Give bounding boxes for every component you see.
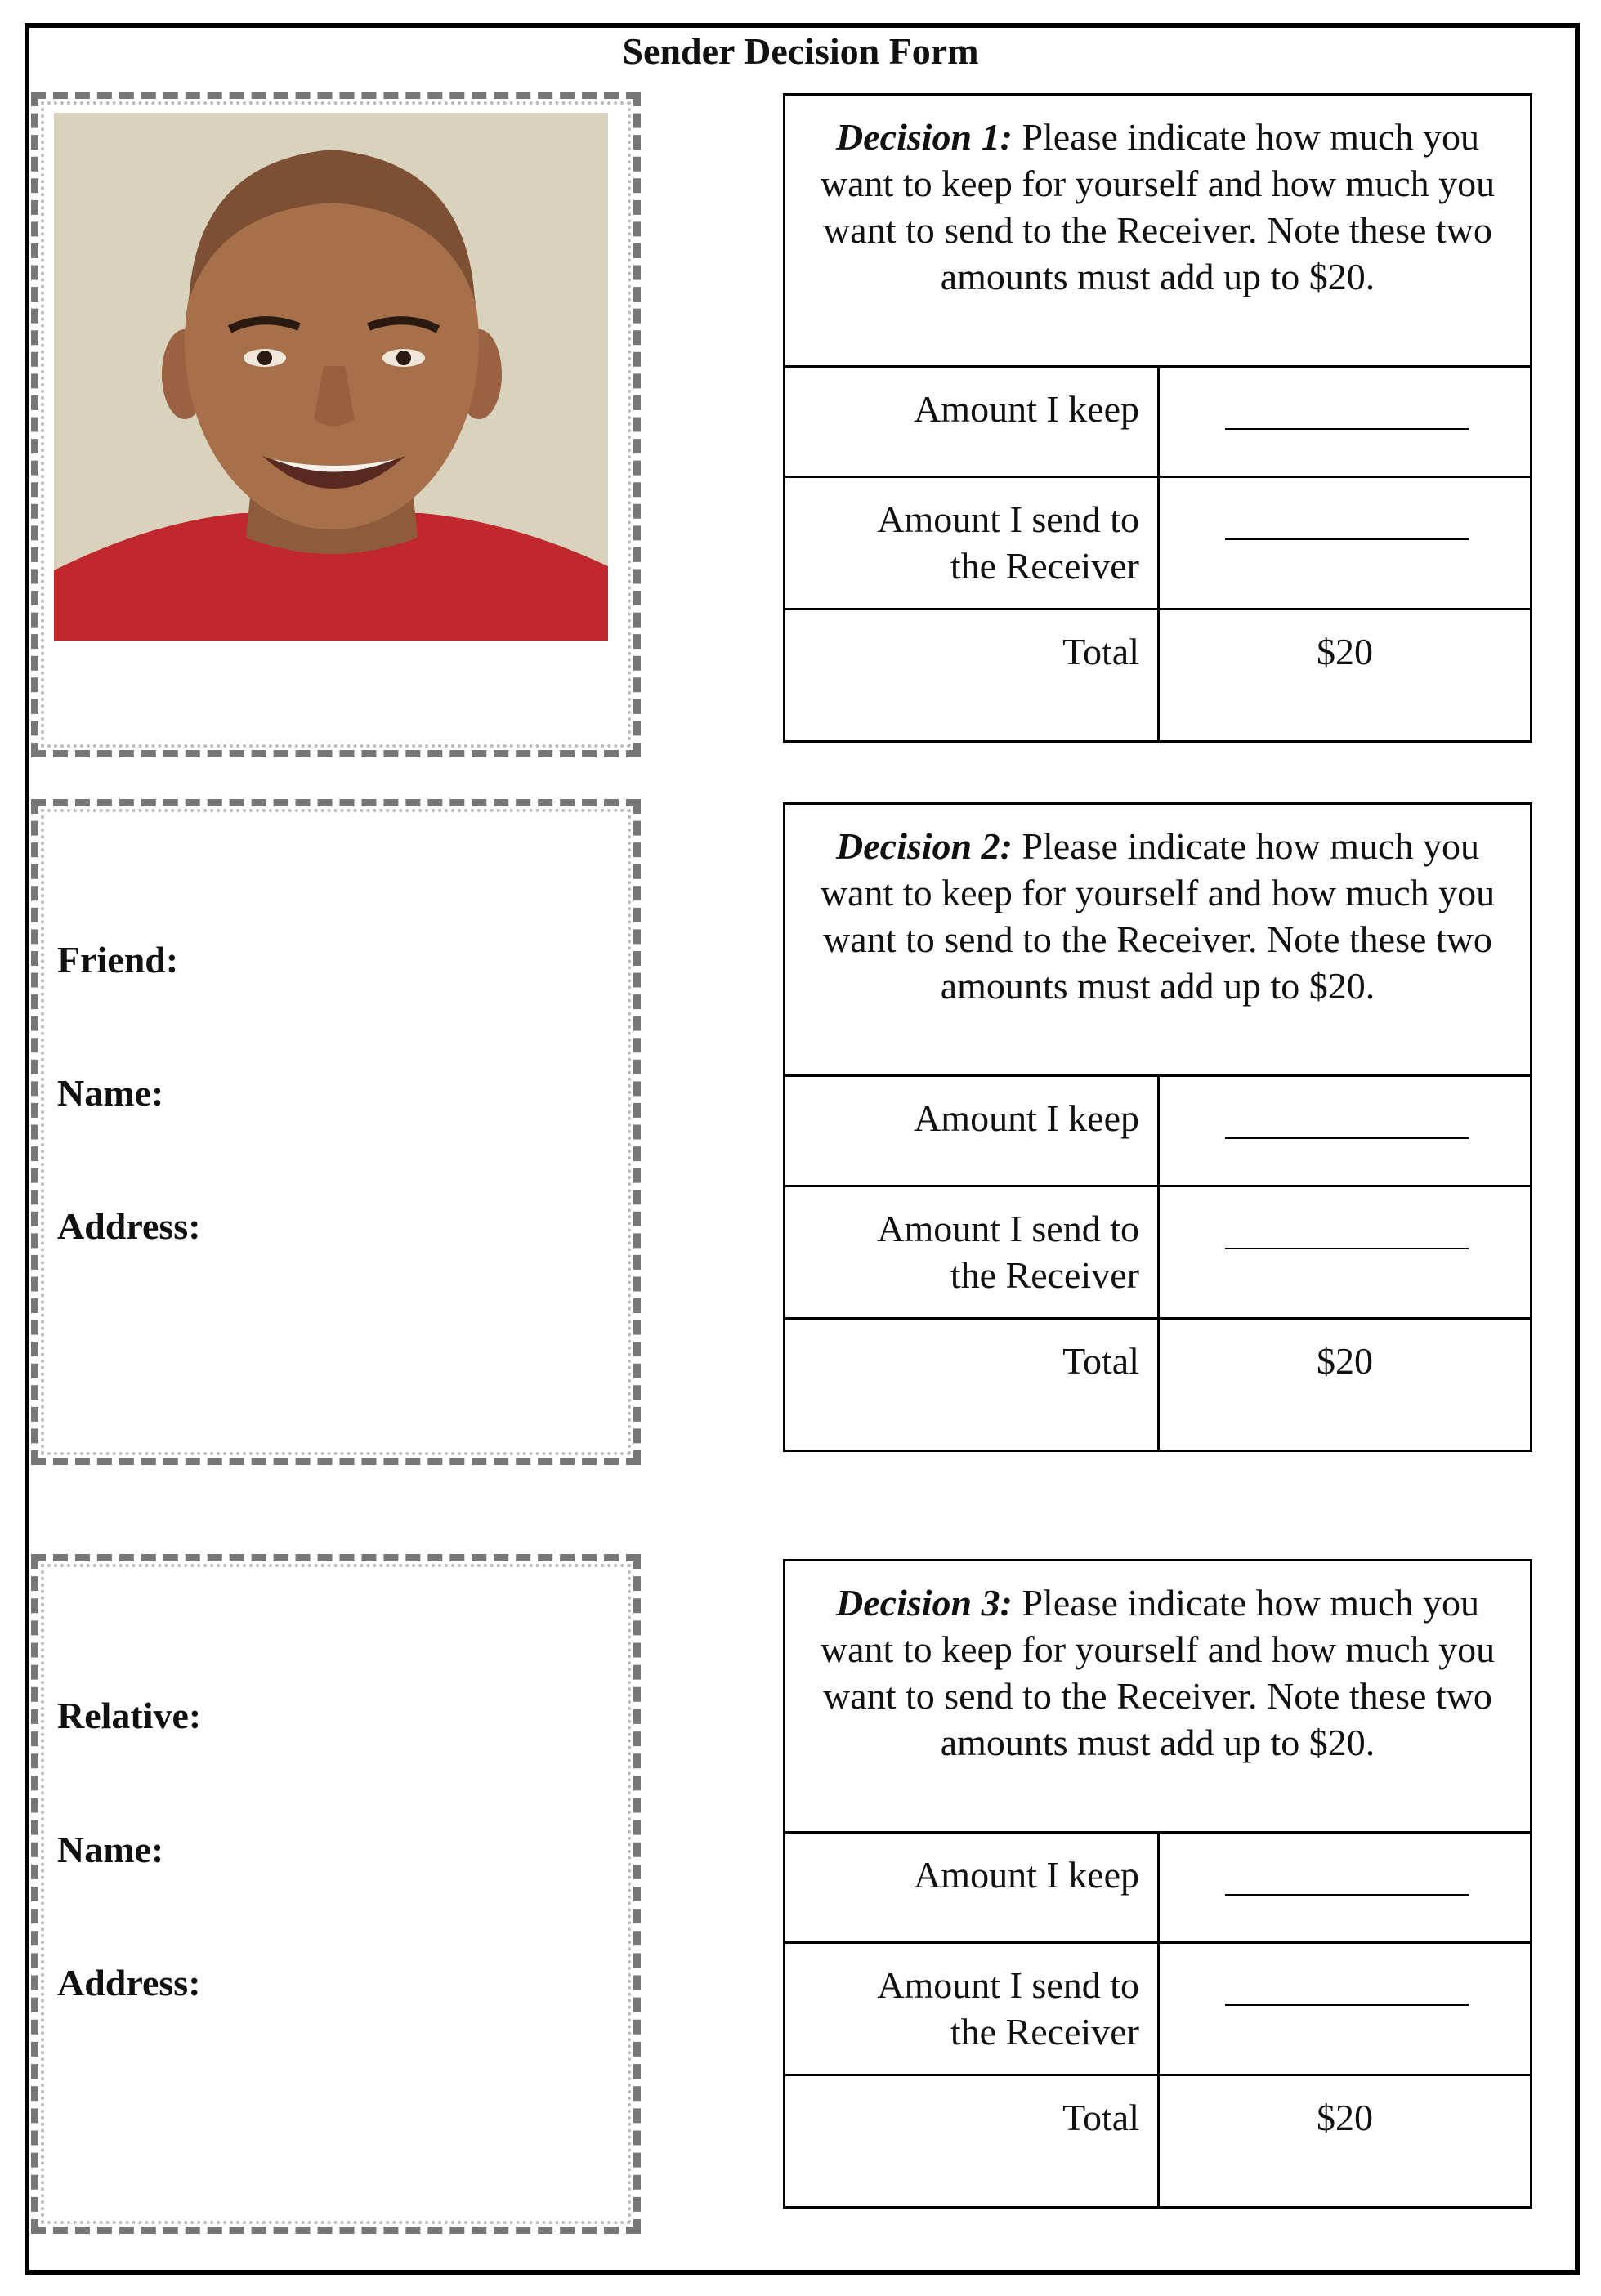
friend-name-label: Name:: [57, 1072, 164, 1114]
keep-label: Amount I keep: [785, 368, 1160, 476]
send-blank-line: [1225, 538, 1469, 540]
sender-photo: [54, 113, 608, 641]
send-row: [785, 1187, 1530, 1320]
keep-label: Amount I keep: [785, 1834, 1160, 1941]
send-row: [785, 1944, 1530, 2076]
keep-blank-line: [1225, 428, 1469, 430]
decision-heading: Decision 3:: [836, 1582, 1013, 1624]
decision-text: Please indicate how much you want to keep for yourself and how much you want to send to the Receiver. Note these two amounts must add up to $20.: [820, 116, 1496, 297]
decision-heading: Decision 2:: [836, 825, 1013, 867]
decision-instructions: [785, 1561, 1530, 1834]
decision-heading: Decision 1:: [836, 116, 1013, 158]
relative-address-label: Address:: [57, 1962, 201, 2003]
send-blank-line: [1225, 1248, 1469, 1249]
send-label-line-1: Amount I send to: [877, 1208, 1139, 1249]
keep-blank-line: [1225, 1894, 1469, 1896]
total-value: $20: [1317, 631, 1373, 672]
keep-blank-line: [1225, 1137, 1469, 1139]
total-label: Total: [785, 610, 1160, 743]
total-value: $20: [1317, 2097, 1373, 2138]
decision-instructions: [785, 805, 1530, 1077]
keep-amount-field[interactable]: [1160, 368, 1530, 476]
keep-amount-field[interactable]: [1160, 1834, 1530, 1941]
decision-box-2: [783, 802, 1532, 1452]
send-amount-field[interactable]: [1160, 1944, 1530, 2074]
send-label: [785, 1944, 1160, 2074]
total-value: $20: [1317, 1340, 1373, 1382]
send-label-line-1: Amount I send to: [877, 498, 1139, 540]
total-row: [785, 610, 1530, 743]
friend-label: Friend:: [57, 939, 179, 980]
relative-name-label: Name:: [57, 1829, 164, 1870]
total-row: [785, 1320, 1530, 1452]
friend-card: [31, 799, 641, 1465]
keep-row: [785, 368, 1530, 478]
keep-amount-field[interactable]: [1160, 1077, 1530, 1185]
decision-text: Please indicate how much you want to keep for yourself and how much you want to send to the Receiver. Note these two amounts must add up to $20.: [820, 825, 1496, 1007]
send-label: [785, 478, 1160, 608]
send-label-line-2: the Receiver: [950, 2011, 1139, 2053]
send-blank-line: [1225, 2004, 1469, 2006]
portrait-image: [54, 113, 608, 641]
form-title: Sender Decision Form: [622, 30, 979, 72]
keep-label: Amount I keep: [785, 1077, 1160, 1185]
total-label: Total: [785, 2076, 1160, 2209]
decision-instructions: [785, 96, 1530, 368]
decision-box-3: [783, 1559, 1532, 2209]
keep-row: [785, 1834, 1530, 1944]
total-row: [785, 2076, 1530, 2209]
decision-box-1: [783, 93, 1532, 743]
relative-card: [31, 1554, 641, 2234]
total-label: Total: [785, 1320, 1160, 1452]
keep-row: [785, 1077, 1530, 1187]
send-label: [785, 1187, 1160, 1317]
relative-label: Relative:: [57, 1695, 202, 1736]
send-label-line-2: the Receiver: [950, 1254, 1139, 1296]
send-label-line-1: Amount I send to: [877, 1964, 1139, 2006]
send-label-line-2: the Receiver: [950, 545, 1139, 587]
send-amount-field[interactable]: [1160, 1187, 1530, 1317]
send-row: [785, 478, 1530, 610]
decision-text: Please indicate how much you want to keep for yourself and how much you want to send to the Receiver. Note these two amounts must add up to $20.: [820, 1582, 1496, 1763]
friend-address-label: Address:: [57, 1205, 201, 1247]
send-amount-field[interactable]: [1160, 478, 1530, 608]
